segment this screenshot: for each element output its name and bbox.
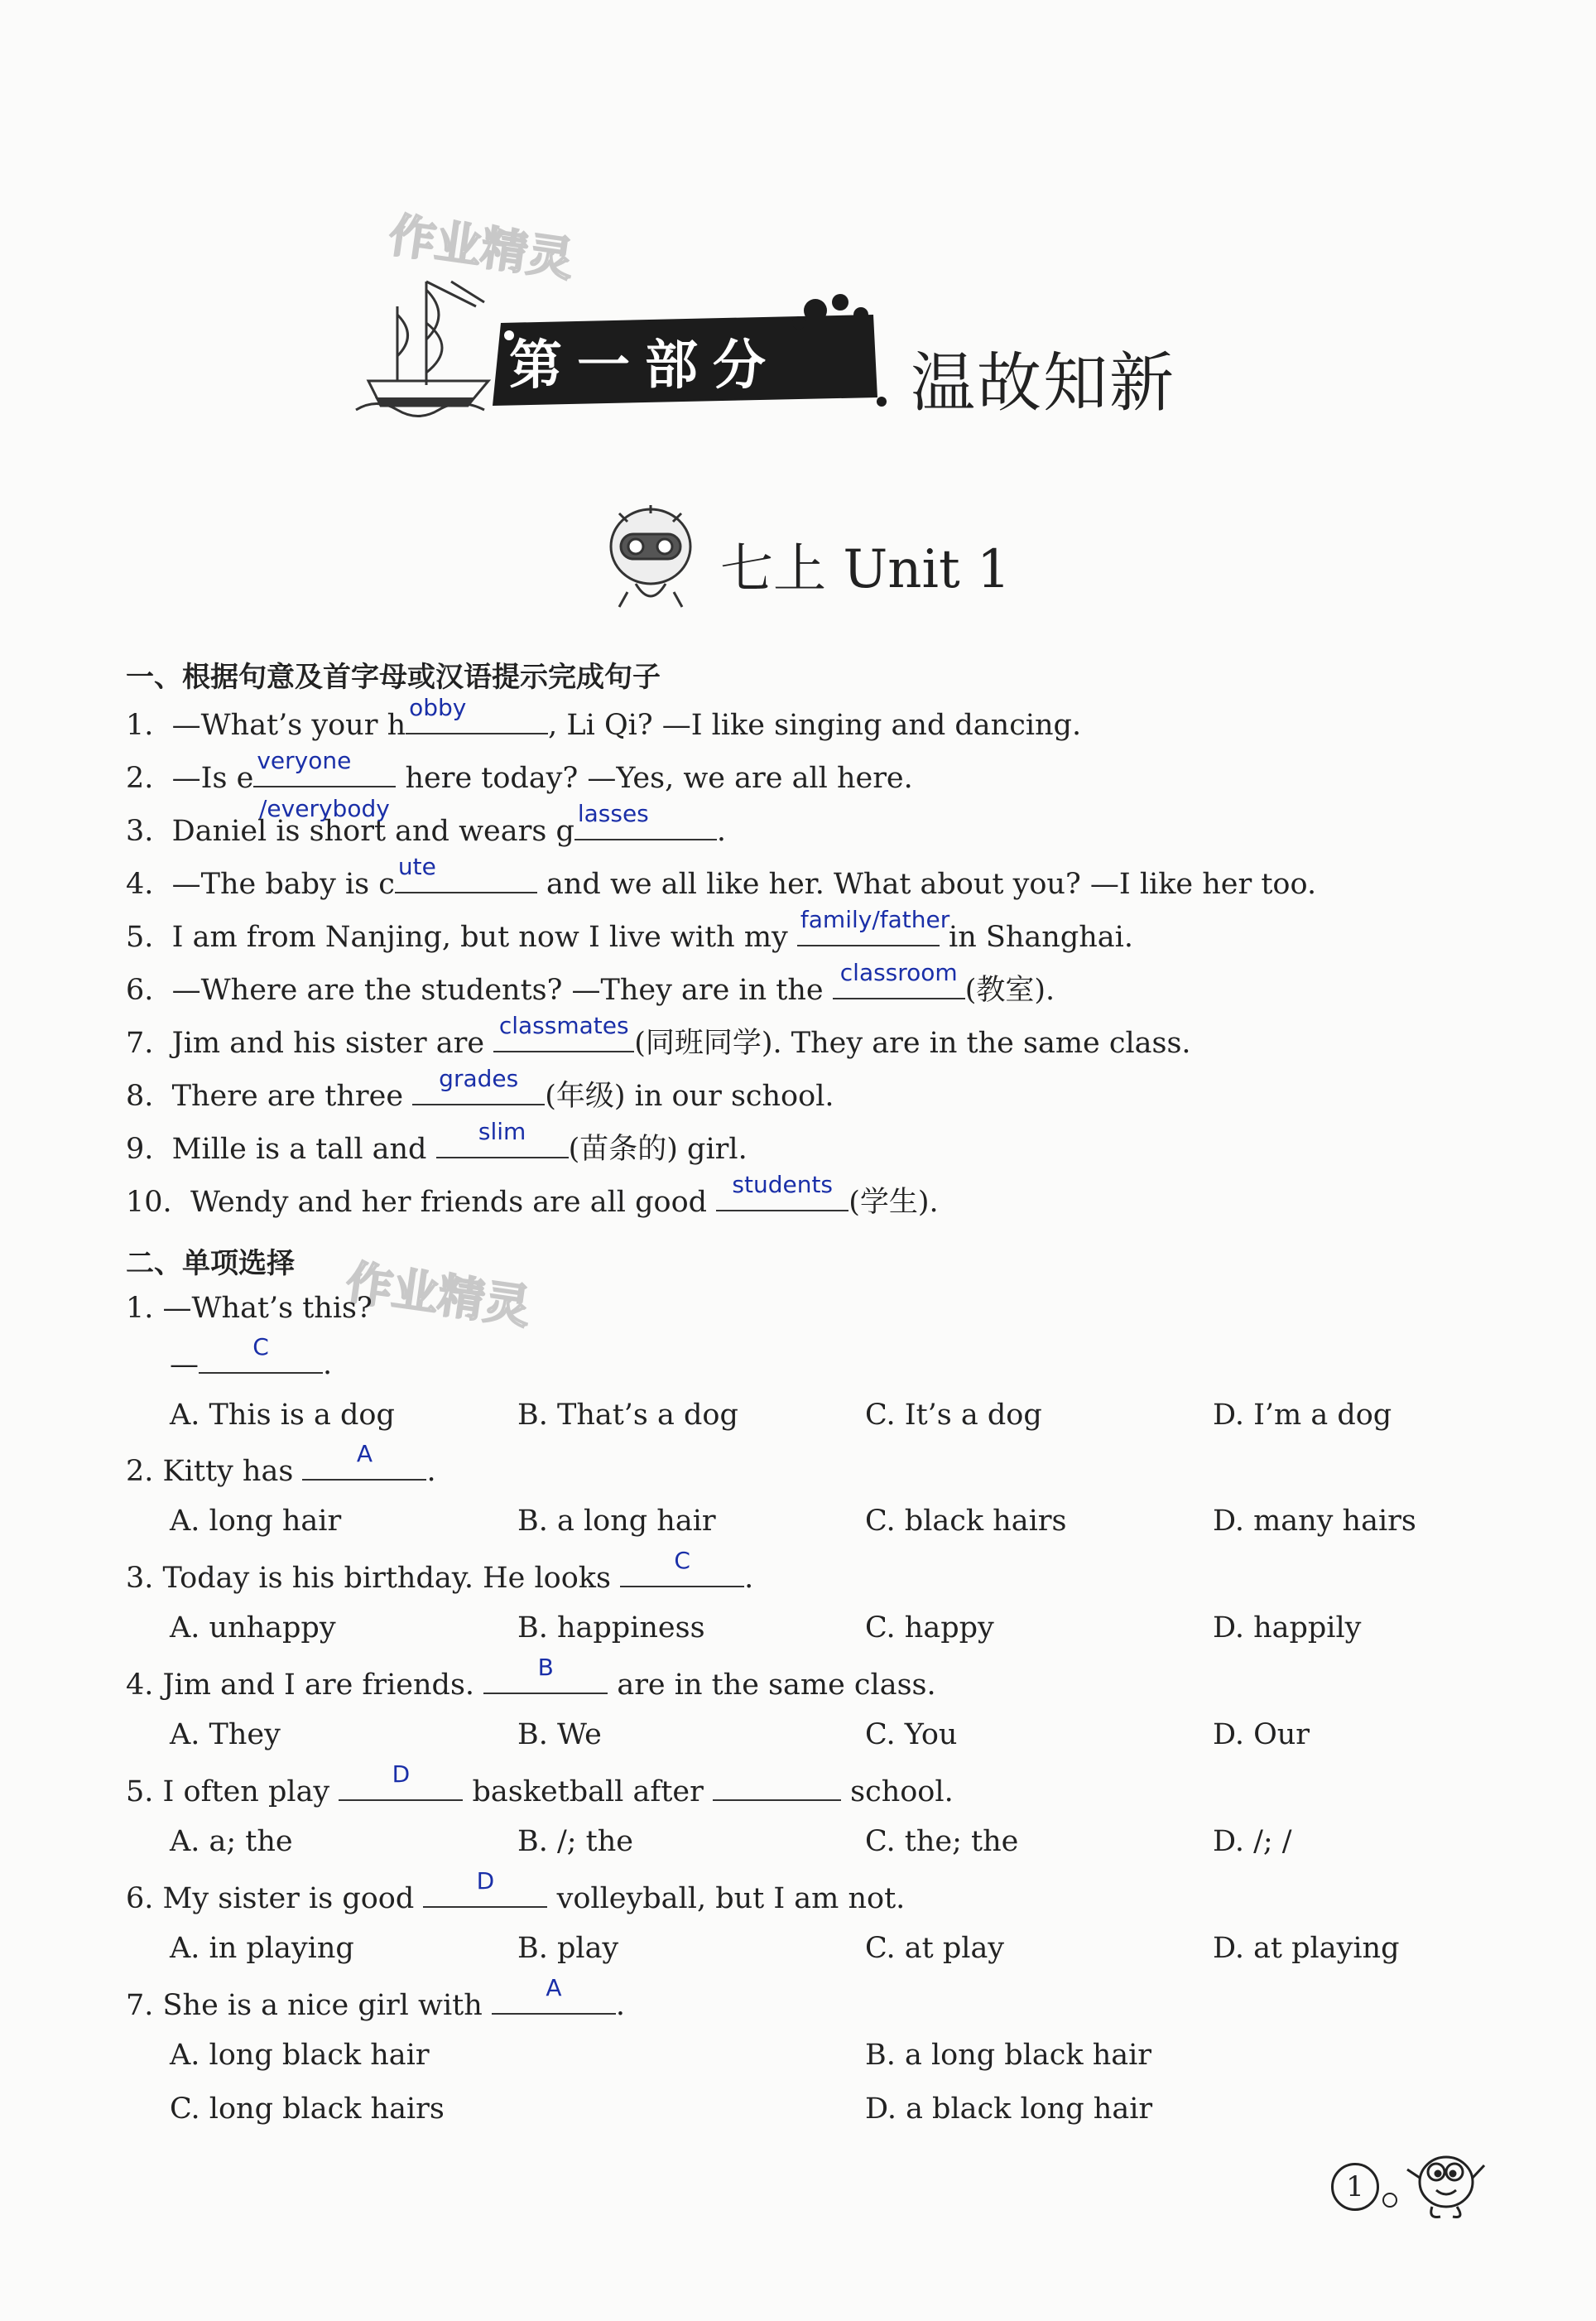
answer-blank[interactable]: D	[339, 1774, 463, 1801]
s2-q7-stem: 7. She is a nice girl with A .	[126, 1974, 626, 2022]
s2-q7-option-c[interactable]: C. long black hairs	[170, 2092, 445, 2126]
s2-q5-option-c[interactable]: C. the; the	[865, 1825, 1019, 1858]
answer-blank-2[interactable]	[713, 1774, 841, 1801]
s2-q3-stem: 3. Today is his birthday. He looks C .	[126, 1547, 754, 1595]
answer-blank[interactable]: A	[302, 1454, 426, 1481]
s2-q4-option-c[interactable]: C. You	[865, 1718, 958, 1751]
s2-q3-option-d[interactable]: D. happily	[1213, 1611, 1362, 1644]
s2-q3-option-b[interactable]: B. happiness	[517, 1611, 705, 1644]
s2-q6-option-d[interactable]: D. at playing	[1213, 1932, 1400, 1965]
s2-q6-option-c[interactable]: C. at play	[865, 1932, 1005, 1965]
section2-heading: 二、单项选择	[126, 1247, 295, 1280]
s1-item-6: 6. —Where are the students? —They are in the classroom (教室).	[126, 959, 1055, 1007]
s2-q5-option-a[interactable]: A. a; the	[170, 1825, 293, 1858]
answer-blank[interactable]: ute	[395, 867, 537, 893]
part-title: 温故知新	[911, 346, 1176, 421]
answer-blank[interactable]: A	[492, 1988, 616, 2015]
page-number: 1	[1346, 2170, 1364, 2203]
s1-item-4: 4. —The baby is c ute and we all like her. What about you? —I like her too.	[126, 853, 1317, 901]
s1-item-2-alt-answer: /everybody	[259, 795, 390, 822]
answer-blank[interactable]: classmates	[493, 1026, 634, 1052]
s1-item-5: 5. I am from Nanjing, but now I live with my family/father in Shanghai.	[126, 906, 1133, 954]
s2-q1-option-b[interactable]: B. That’s a dog	[517, 1399, 738, 1432]
watermark-top: 作业精灵	[385, 208, 577, 288]
s2-q3-option-c[interactable]: C. happy	[865, 1611, 994, 1644]
answer-blank[interactable]: veryone	[253, 761, 396, 787]
answer-blank[interactable]: grades	[412, 1079, 545, 1105]
s1-item-3: 3. Daniel is short and wears g lasses .	[126, 800, 726, 848]
s2-q4-stem: 4. Jim and I are friends. B are in the same class.	[126, 1654, 936, 1702]
s2-q5-option-d[interactable]: D. /; /	[1213, 1825, 1292, 1858]
s1-item-7: 7. Jim and his sister are classmates (同班同学). They are in the same class.	[126, 1012, 1191, 1060]
answer-blank[interactable]: classroom	[833, 973, 965, 999]
footer-mascot-icon	[1403, 2140, 1486, 2223]
answer-blank[interactable]: D	[423, 1881, 547, 1908]
s2-q4-option-d[interactable]: D. Our	[1213, 1718, 1310, 1751]
s2-q2-option-d[interactable]: D. many hairs	[1213, 1505, 1416, 1538]
answer-blank[interactable]: C	[199, 1347, 323, 1374]
answer-blank[interactable]: slim	[436, 1132, 569, 1158]
s2-q1-answer-line: — C .	[170, 1333, 333, 1381]
part-label: 第一部分	[509, 335, 781, 397]
s1-item-8: 8. There are three grades (年级) in our school.	[126, 1065, 834, 1113]
s2-q1-stem: 1. —What’s this?	[126, 1292, 373, 1325]
s2-q6-stem: 6. My sister is good D volleyball, but I am not.	[126, 1867, 906, 1915]
answer-blank[interactable]: obby	[406, 708, 548, 734]
answer-blank[interactable]: C	[620, 1561, 744, 1587]
s2-q5-option-b[interactable]: B. /; the	[517, 1825, 633, 1858]
s2-q3-option-a[interactable]: A. unhappy	[170, 1611, 336, 1644]
mascot-icon	[603, 501, 698, 613]
unit-title: 七上 Unit 1	[720, 539, 1011, 600]
s1-item-1: 1. —What’s your h obby , Li Qi? —I like singing and dancing.	[126, 694, 1082, 742]
answer-blank[interactable]: B	[483, 1668, 608, 1694]
s2-q2-option-c[interactable]: C. black hairs	[865, 1505, 1067, 1538]
answer-blank[interactable]: family/father	[797, 920, 940, 946]
s2-q6-option-b[interactable]: B. play	[517, 1932, 619, 1965]
s2-q4-option-b[interactable]: B. We	[517, 1718, 602, 1751]
s2-q4-option-a[interactable]: A. They	[170, 1718, 281, 1751]
s2-q2-option-b[interactable]: B. a long hair	[517, 1505, 716, 1538]
s2-q1-option-d[interactable]: D. I’m a dog	[1213, 1399, 1392, 1432]
s1-item-2: 2. —Is e veryone here today? —Yes, we are all here.	[126, 747, 913, 795]
answer-blank[interactable]: students	[716, 1185, 848, 1211]
s1-item-10: 10. Wendy and her friends are all good students (学生).	[126, 1171, 939, 1219]
page-number-circle	[1331, 2163, 1379, 2211]
page-dot	[1382, 2193, 1397, 2208]
watermark-middle: 作业精灵	[342, 1255, 534, 1336]
answer-blank[interactable]: lasses	[574, 814, 717, 840]
s2-q1-option-a[interactable]: A. This is a dog	[170, 1399, 395, 1432]
s2-q5-stem: 5. I often play D basketball after school.	[126, 1760, 954, 1808]
s2-q1-option-c[interactable]: C. It’s a dog	[865, 1399, 1042, 1432]
s2-q7-option-a[interactable]: A. long black hair	[170, 2039, 430, 2072]
s2-q7-option-b[interactable]: B. a long black hair	[865, 2039, 1152, 2072]
s2-q6-option-a[interactable]: A. in playing	[170, 1932, 354, 1965]
s2-q2-stem: 2. Kitty has A .	[126, 1440, 436, 1488]
s2-q2-option-a[interactable]: A. long hair	[170, 1505, 342, 1538]
s1-item-9: 9. Mille is a tall and slim (苗条的) girl.	[126, 1118, 748, 1166]
ship-illustration	[352, 273, 501, 418]
s2-q7-option-d[interactable]: D. a black long hair	[865, 2092, 1153, 2126]
section1-heading: 一、根据句意及首字母或汉语提示完成句子	[126, 661, 661, 694]
